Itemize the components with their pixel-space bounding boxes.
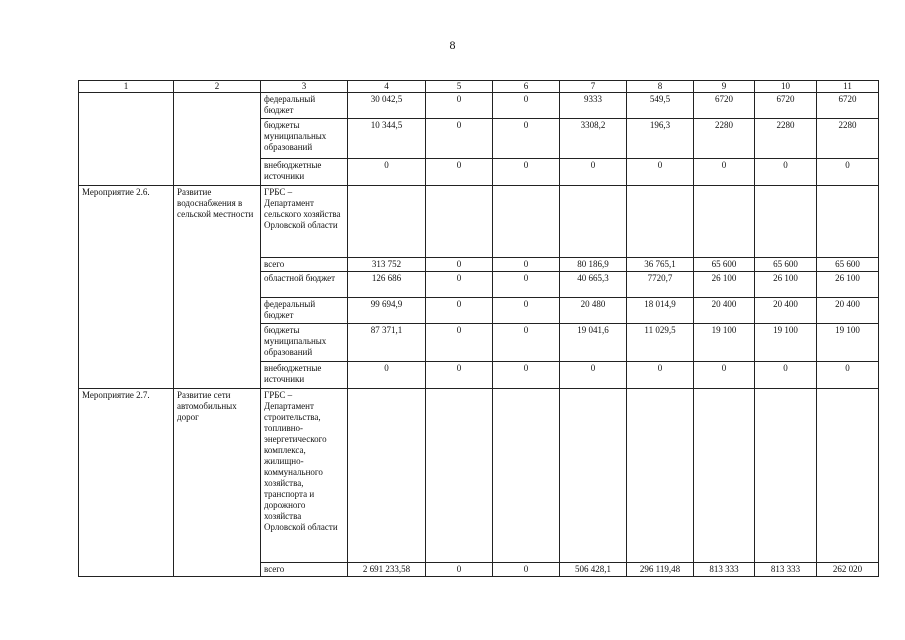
value-cell	[560, 186, 627, 258]
value-cell: 2280	[694, 119, 755, 159]
value-cell: 6720	[694, 93, 755, 119]
value-cell: 2280	[755, 119, 817, 159]
value-cell: 26 100	[817, 272, 879, 298]
page-number: 8	[449, 38, 456, 52]
header-cell: 5	[426, 81, 493, 93]
value-cell: 19 041,6	[560, 324, 627, 362]
header-cell: 8	[627, 81, 694, 93]
value-cell: 19 100	[817, 324, 879, 362]
value-cell: 0	[493, 159, 560, 186]
value-cell: 0	[560, 362, 627, 389]
value-cell: 65 600	[755, 258, 817, 272]
funding-source-cell: ГРБС – Департамент строительства, топливно-энергетического комплекса, жилищно-коммунального хозяйства, транспорта и дорожного хозяйства Орловской области	[261, 389, 348, 563]
header-row	[79, 81, 879, 93]
description-cell: Развитие сети автомобильных дорог	[174, 389, 261, 577]
funding-source-cell: всего	[261, 258, 348, 272]
header-cell: 4	[348, 81, 426, 93]
header-cell: 1	[79, 81, 174, 93]
value-cell: 0	[426, 258, 493, 272]
value-cell	[694, 389, 755, 563]
value-cell: 0	[426, 93, 493, 119]
value-cell: 11 029,5	[627, 324, 694, 362]
header-cell: 7	[560, 81, 627, 93]
value-cell	[560, 389, 627, 563]
value-cell: 30 042,5	[348, 93, 426, 119]
table-row	[79, 186, 879, 258]
header-cell: 9	[694, 81, 755, 93]
value-cell: 40 665,3	[560, 272, 627, 298]
value-cell: 0	[426, 324, 493, 362]
value-cell: 0	[817, 362, 879, 389]
value-cell: 18 014,9	[627, 298, 694, 324]
value-cell: 506 428,1	[560, 563, 627, 577]
funding-source-cell: внебюджетные источники	[261, 159, 348, 186]
funding-source-cell: бюджеты муниципальных образований	[261, 119, 348, 159]
value-cell	[627, 186, 694, 258]
value-cell	[348, 389, 426, 563]
value-cell: 262 020	[817, 563, 879, 577]
value-cell: 2 691 233,58	[348, 563, 426, 577]
value-cell: 0	[493, 272, 560, 298]
value-cell: 0	[627, 362, 694, 389]
value-cell	[817, 186, 879, 258]
value-cell: 296 119,48	[627, 563, 694, 577]
value-cell: 65 600	[817, 258, 879, 272]
value-cell: 313 752	[348, 258, 426, 272]
value-cell: 0	[348, 362, 426, 389]
value-cell: 7720,7	[627, 272, 694, 298]
value-cell: 9333	[560, 93, 627, 119]
funding-source-cell: ГРБС – Департамент сельского хозяйства Орловской области	[261, 186, 348, 258]
value-cell: 65 600	[694, 258, 755, 272]
value-cell: 6720	[755, 93, 817, 119]
value-cell	[426, 389, 493, 563]
value-cell: 0	[755, 362, 817, 389]
value-cell: 19 100	[694, 324, 755, 362]
value-cell: 87 371,1	[348, 324, 426, 362]
measure-cell	[79, 93, 174, 186]
value-cell	[493, 389, 560, 563]
value-cell: 0	[755, 159, 817, 186]
value-cell: 0	[560, 159, 627, 186]
value-cell: 0	[426, 119, 493, 159]
value-cell: 0	[493, 298, 560, 324]
value-cell: 2280	[817, 119, 879, 159]
value-cell: 126 686	[348, 272, 426, 298]
description-cell: Развитие водоснабжения в сельской местности	[174, 186, 261, 389]
value-cell	[694, 186, 755, 258]
value-cell: 0	[493, 93, 560, 119]
value-cell: 26 100	[755, 272, 817, 298]
value-cell: 20 400	[694, 298, 755, 324]
header-cell: 10	[755, 81, 817, 93]
value-cell: 20 400	[817, 298, 879, 324]
budget-table	[78, 80, 879, 577]
value-cell: 0	[694, 362, 755, 389]
value-cell	[493, 186, 560, 258]
funding-source-cell: федеральный бюджет	[261, 298, 348, 324]
funding-source-cell: всего	[261, 563, 348, 577]
value-cell	[426, 186, 493, 258]
funding-source-cell: областной бюджет	[261, 272, 348, 298]
value-cell: 0	[493, 362, 560, 389]
value-cell: 0	[817, 159, 879, 186]
value-cell	[755, 389, 817, 563]
value-cell: 6720	[817, 93, 879, 119]
table-row	[79, 93, 879, 119]
value-cell: 3308,2	[560, 119, 627, 159]
value-cell: 0	[493, 563, 560, 577]
description-cell	[174, 93, 261, 186]
header-cell: 11	[817, 81, 879, 93]
value-cell: 813 333	[694, 563, 755, 577]
header-cell: 6	[493, 81, 560, 93]
value-cell: 0	[493, 324, 560, 362]
measure-cell: Мероприятие 2.7.	[79, 389, 174, 577]
funding-source-cell: бюджеты муниципальных образований	[261, 324, 348, 362]
value-cell: 20 480	[560, 298, 627, 324]
header-cell: 3	[261, 81, 348, 93]
value-cell: 549,5	[627, 93, 694, 119]
value-cell: 0	[493, 258, 560, 272]
value-cell: 20 400	[755, 298, 817, 324]
value-cell: 0	[493, 119, 560, 159]
value-cell: 0	[627, 159, 694, 186]
value-cell	[817, 389, 879, 563]
value-cell: 19 100	[755, 324, 817, 362]
value-cell: 0	[426, 563, 493, 577]
value-cell: 10 344,5	[348, 119, 426, 159]
value-cell: 0	[426, 272, 493, 298]
value-cell: 0	[694, 159, 755, 186]
value-cell: 26 100	[694, 272, 755, 298]
value-cell: 0	[348, 159, 426, 186]
measure-cell: Мероприятие 2.6.	[79, 186, 174, 389]
value-cell: 813 333	[755, 563, 817, 577]
header-cell: 2	[174, 81, 261, 93]
value-cell: 99 694,9	[348, 298, 426, 324]
value-cell: 36 765,1	[627, 258, 694, 272]
value-cell: 0	[426, 362, 493, 389]
value-cell	[348, 186, 426, 258]
table-row	[79, 389, 879, 563]
funding-source-cell: внебюджетные источники	[261, 362, 348, 389]
value-cell: 0	[426, 298, 493, 324]
value-cell	[755, 186, 817, 258]
value-cell	[627, 389, 694, 563]
value-cell: 0	[426, 159, 493, 186]
value-cell: 80 186,9	[560, 258, 627, 272]
value-cell: 196,3	[627, 119, 694, 159]
funding-source-cell: федеральный бюджет	[261, 93, 348, 119]
